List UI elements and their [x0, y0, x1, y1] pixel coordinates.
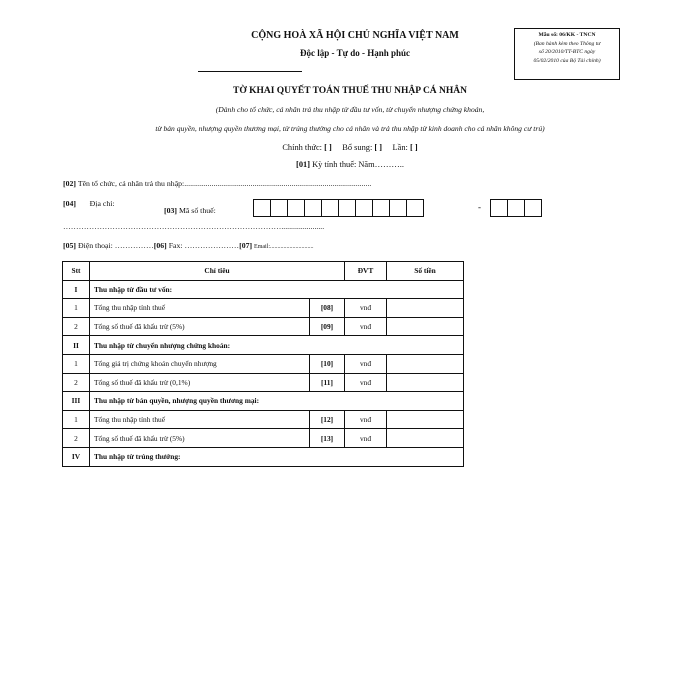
- row-unit: vnđ: [345, 373, 387, 392]
- section-label: Thu nhập từ trúng thưởng:: [90, 447, 464, 466]
- tax-id-main-cell[interactable]: [372, 199, 390, 217]
- tax-id-main-cell[interactable]: [406, 199, 424, 217]
- section-label: Thu nhập từ bản quyền, nhượng quyền thương mại:: [90, 392, 464, 411]
- table-section-row: [63, 392, 464, 411]
- declaration-status: [200, 143, 500, 152]
- table-section-row: [63, 336, 464, 355]
- table-row: [63, 373, 464, 392]
- tax-id-branch-cell[interactable]: [524, 199, 542, 217]
- payer-name-field[interactable]: Tên tổ chức, cá nhân trả thu nhập:................................................................................................: [77, 179, 372, 188]
- amount-cell[interactable]: [387, 299, 464, 318]
- tax-id-boxes-branch[interactable]: [491, 199, 542, 217]
- address-field[interactable]: …………………………………………………………………………......................: [63, 222, 325, 231]
- tax-id-main-cell[interactable]: [321, 199, 339, 217]
- phone-field[interactable]: Điện thoại: ……………: [77, 241, 154, 250]
- row-stt: 2: [63, 317, 90, 336]
- row-label: Tổng thu nhập tính thuế: [90, 299, 310, 318]
- row-code: [13]: [310, 429, 345, 448]
- table-row: [63, 410, 464, 429]
- tax-id-boxes-main[interactable]: [254, 199, 424, 217]
- form-number-box: [514, 28, 620, 80]
- income-table: [62, 261, 464, 467]
- nation-heading: CỘNG HOÀ XÃ HỘI CHỦ NGHĨA VIỆT NAM: [251, 30, 459, 41]
- contact-row: [63, 241, 314, 250]
- tax-id-main-cell[interactable]: [304, 199, 322, 217]
- header-stt: Stt: [63, 262, 90, 281]
- tax-id-branch-cell[interactable]: [507, 199, 525, 217]
- document-subtitle-1: (Dành cho tổ chức, cá nhân trả thu nhập từ đầu tư vốn, từ chuyển nhượng chứng khoán,: [215, 105, 485, 114]
- table-row: [63, 299, 464, 318]
- official-label: Chính thức:: [282, 143, 323, 152]
- amount-cell[interactable]: [387, 410, 464, 429]
- row-stt: 2: [63, 429, 90, 448]
- row-label: Tổng số thuế đã khấu trừ (0,1%): [90, 373, 310, 392]
- tax-id-main-cell[interactable]: [389, 199, 407, 217]
- times-label: Lần:: [392, 143, 408, 152]
- form-note-3: 05/02/2010 của Bộ Tài chính): [533, 57, 601, 64]
- supplement-label: Bổ sung:: [342, 143, 373, 152]
- form-note-2: số 20/2010/TT-BTC ngày: [538, 49, 596, 56]
- table-section-row: [63, 447, 464, 466]
- amount-cell[interactable]: [387, 317, 464, 336]
- fax-field[interactable]: Fax: …………………: [168, 241, 240, 250]
- table-row: [63, 317, 464, 336]
- tax-id-main-cell[interactable]: [355, 199, 373, 217]
- motto-underline: [198, 71, 302, 72]
- row-stt: IV: [63, 447, 90, 466]
- row-stt: II: [63, 336, 90, 355]
- header-unit: ĐVT: [345, 262, 387, 281]
- tax-period-field[interactable]: Kỳ tính thuế: Năm………..: [312, 160, 404, 169]
- row-code: [12]: [310, 410, 345, 429]
- tax-id-main-cell[interactable]: [253, 199, 271, 217]
- field-code-01: [01]: [296, 160, 310, 169]
- row-unit: vnđ: [345, 317, 387, 336]
- tax-id-main-cell[interactable]: [287, 199, 305, 217]
- tax-id-label: Mã số thuế:: [178, 206, 216, 215]
- motto-heading: Độc lập - Tự do - Hạnh phúc: [299, 48, 410, 58]
- official-checkbox[interactable]: [ ]: [324, 143, 332, 152]
- document-title: TỜ KHAI QUYẾT TOÁN THUẾ THU NHẬP CÁ NHÂN: [232, 86, 468, 96]
- row-code: [08]: [310, 299, 345, 318]
- field-code-06: [06]: [153, 241, 167, 250]
- document-subtitle-2: từ bản quyền, nhượng quyền thương mại, từ trúng thưởng cho cá nhân và trả thu nhập từ kinh doanh cho cá nhân không cư trú): [155, 124, 545, 133]
- row-label: Tổng giá trị chứng khoán chuyển nhượng: [90, 354, 310, 373]
- header-item: Chỉ tiêu: [90, 262, 345, 281]
- row-stt: 1: [63, 410, 90, 429]
- form-note-1: (Ban hành kèm theo Thông tư: [533, 40, 601, 47]
- payer-name-row: [63, 179, 371, 188]
- row-stt: 1: [63, 299, 90, 318]
- income-table-body: [63, 280, 464, 466]
- tax-id-row: [164, 206, 216, 215]
- times-field[interactable]: [ ]: [409, 143, 418, 152]
- row-stt: III: [63, 392, 90, 411]
- row-code: [11]: [310, 373, 345, 392]
- table-row: [63, 429, 464, 448]
- table-row: [63, 354, 464, 373]
- row-label: Tổng thu nhập tính thuế: [90, 410, 310, 429]
- amount-cell[interactable]: [387, 354, 464, 373]
- tax-period: [200, 160, 500, 169]
- tax-id-main-cell[interactable]: [270, 199, 288, 217]
- row-unit: vnđ: [345, 299, 387, 318]
- tax-id-main-cell[interactable]: [338, 199, 356, 217]
- field-code-04: [04]: [63, 199, 76, 208]
- row-unit: vnđ: [345, 410, 387, 429]
- row-label: Tổng số thuế đã khấu trừ (5%): [90, 317, 310, 336]
- header-amount: Số tiền: [387, 262, 464, 281]
- email-field[interactable]: Email:.............................: [254, 244, 314, 250]
- row-stt: I: [63, 280, 90, 299]
- amount-cell[interactable]: [387, 429, 464, 448]
- field-code-07: [07]: [239, 241, 253, 250]
- table-header-row: [63, 262, 464, 281]
- row-unit: vnđ: [345, 354, 387, 373]
- field-code-02: [02]: [63, 179, 76, 188]
- row-code: [09]: [310, 317, 345, 336]
- amount-cell[interactable]: [387, 373, 464, 392]
- row-unit: vnđ: [345, 429, 387, 448]
- address-label: Địa chỉ:: [89, 199, 115, 208]
- table-section-row: [63, 280, 464, 299]
- section-label: Thu nhập từ chuyển nhượng chứng khoán:: [90, 336, 464, 355]
- field-code-05: [05]: [63, 241, 76, 250]
- field-code-03: [03]: [164, 206, 177, 215]
- tax-id-separator: -: [478, 202, 481, 212]
- row-stt: 2: [63, 373, 90, 392]
- form-code: Mẫu số: 06/KK - TNCN: [538, 32, 596, 38]
- row-stt: 1: [63, 354, 90, 373]
- section-label: Thu nhập từ đầu tư vốn:: [90, 280, 464, 299]
- row-label: Tổng số thuế đã khấu trừ (5%): [90, 429, 310, 448]
- supplement-checkbox[interactable]: [ ]: [374, 143, 383, 152]
- row-code: [10]: [310, 354, 345, 373]
- tax-id-branch-cell[interactable]: [490, 199, 508, 217]
- address-row: [63, 199, 115, 208]
